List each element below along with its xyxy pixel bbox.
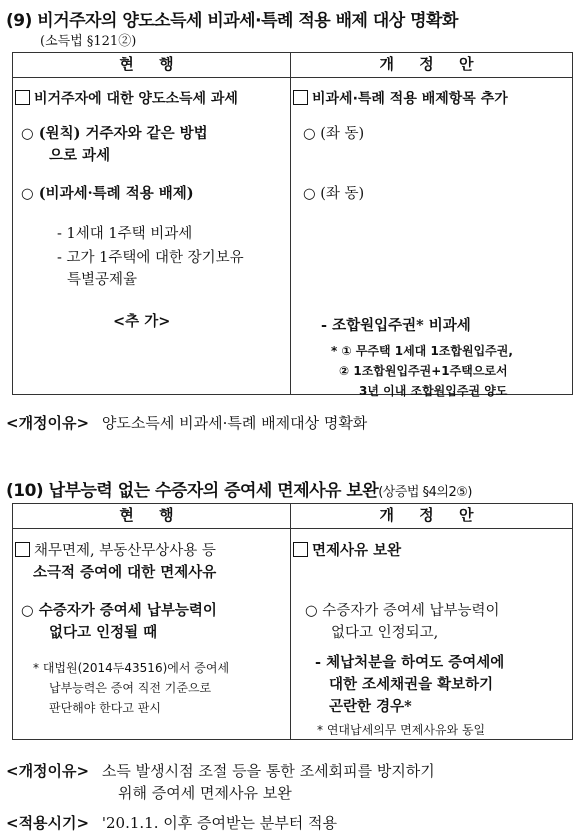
section10-revised-item3-cont2: 곤란한 경우* [329, 698, 412, 715]
section10-current-note2: 납부능력은 증여 직전 기준으로 [49, 681, 212, 695]
section9-revised-item2: ○ (좌 동) [303, 126, 365, 142]
section10-revised-note1: * 연대납세의무 면제사유와 동일 [317, 723, 486, 737]
section10-reason: <개정이유> 소득 발생시점 조절 등을 통한 조세회피를 방지하기 [6, 762, 435, 780]
section10-current-note1: * 대법원(2014두43516)에서 증여세 [33, 661, 230, 675]
section10-revised-item3: - 체납처분을 하여도 증여세에 [315, 654, 505, 671]
checkbox-square-icon [293, 542, 308, 557]
section10-law-ref: (상증법 §4의2⑤) [378, 485, 472, 500]
section9-header-revised: 개 정 안 [291, 53, 573, 78]
section10-current-item1: 채무면제, 부동산무상사용 등 [15, 539, 216, 560]
section10-current-item2-cont: 없다고 인정될 때 [49, 624, 158, 641]
section9-table [12, 52, 573, 398]
section9-current-item3: ○ (비과세·특례 적용 배제) [21, 185, 194, 202]
section9-title: (9) 비거주자의 양도소득세 비과세·특례 적용 배제 대상 명확화 [6, 11, 458, 31]
section10-header-current: 현 행 [13, 504, 291, 529]
section10-revised-item2-cont: 없다고 인정되고, [331, 625, 439, 641]
section9-reason: <개정이유> 양도소득세 비과세·특례 배제대상 명확화 [6, 414, 368, 432]
section10-revised-item3-cont: 대한 조세채권을 확보하기 [329, 676, 494, 693]
section9-revised-item4: - 조합원입주권* 비과세 [321, 317, 471, 334]
checkbox-square-icon [15, 90, 30, 105]
section9-current-item4: - 1세대 1주택 비과세 [57, 226, 193, 242]
section10-current-item2: ○ 수증자가 증여세 납부능력이 [21, 602, 217, 619]
section9-current-item2-cont: 으로 과세 [49, 147, 111, 164]
section10-apply: <적용시기> '20.1.1. 이후 증여받는 분부터 적용 [6, 814, 337, 832]
section10-current-note3: 판단해야 한다고 판시 [49, 701, 161, 715]
section9-revised-item3: ○ (좌 동) [303, 186, 365, 202]
section9-header-current: 현 행 [13, 53, 291, 78]
section9-current-item2: ○ (원칙) 거주자와 같은 방법 [21, 125, 208, 142]
section10-reason-cont: 위해 증여세 면제사유 보완 [118, 784, 292, 802]
section9-current-item5-cont: 특별공제율 [67, 272, 138, 288]
section10-title: (10) 납부능력 없는 수증자의 증여세 면제사유 보완(상증법 §4의2⑤) [6, 481, 472, 501]
section10-revised-item1: 면제사유 보완 [293, 539, 401, 560]
section10-header-revised: 개 정 안 [291, 504, 573, 529]
section10-current-item1-cont: 소극적 증여에 대한 면제사유 [33, 564, 217, 581]
section9-revised-note2: ② 1조합원입주권+1주택으로서 [339, 364, 508, 378]
section9-revised-note1: * ① 무주택 1세대 1조합원입주권, [331, 344, 513, 358]
section10-table [12, 503, 573, 740]
section9-revised-item1: 비과세·특례 적용 배제항목 추가 [293, 88, 508, 108]
section9-current-item6: <추 가> [113, 313, 171, 330]
checkbox-square-icon [293, 90, 308, 105]
checkbox-square-icon [15, 542, 30, 557]
section9-current-item1: 비거주자에 대한 양도소득세 과세 [15, 88, 238, 108]
section10-revised-item2: ○ 수증자가 증여세 납부능력이 [305, 603, 500, 619]
section9-current-item5: - 고가 1주택에 대한 장기보유 [57, 250, 244, 266]
section9-revised-note3: 3년 이내 조합원입주권 양도 [359, 384, 508, 398]
section9-law-ref: (소득법 §121②) [40, 34, 137, 49]
